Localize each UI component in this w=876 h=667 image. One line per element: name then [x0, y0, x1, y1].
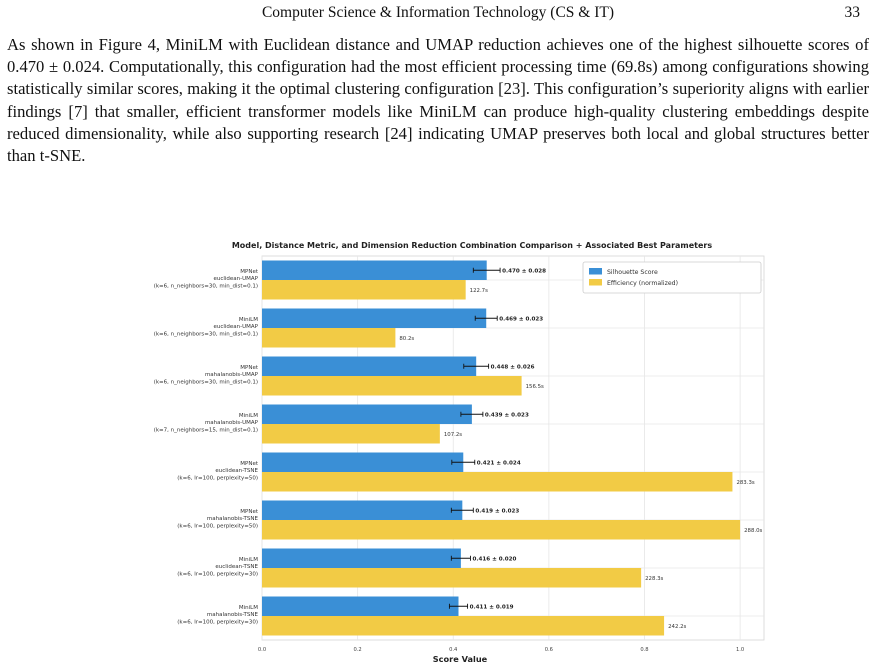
category-label: (k=7, n_neighbors=15, min_dist=0.1)	[153, 427, 258, 434]
efficiency-bar	[262, 568, 641, 588]
category-label: (k=6, n_neighbors=30, min_dist=0.1)	[153, 331, 258, 338]
chart-legend	[583, 262, 761, 293]
efficiency-time-label: 283.3s	[736, 479, 755, 486]
category-label: euclidean-TSNE	[215, 564, 258, 571]
category-label: (k=6, lr=100, perplexity=50)	[177, 475, 258, 482]
x-tick-label: 0.0	[257, 647, 267, 653]
journal-title: Computer Science & Information Technology (CS & IT)	[261, 4, 615, 21]
category-label: (k=6, lr=100, perplexity=30)	[177, 619, 258, 626]
x-tick-label: 0.8	[640, 647, 649, 653]
efficiency-bar	[262, 616, 664, 636]
efficiency-time-label: 156.5s	[525, 383, 544, 390]
efficiency-bar	[262, 472, 732, 492]
legend-box	[583, 262, 761, 293]
silhouette-bar	[262, 405, 472, 425]
efficiency-bar	[262, 280, 466, 300]
silhouette-bar	[262, 357, 476, 377]
silhouette-value-label: 0.469 ± 0.023	[499, 316, 544, 323]
chart-title: Model, Distance Metric, and Dimension Reduction Combination Comparison + Associated Best Parameters	[231, 241, 713, 250]
category-label: MPNet	[240, 509, 258, 515]
page-number: 33	[844, 4, 860, 21]
efficiency-time-label: 80.2s	[399, 335, 415, 342]
silhouette-value-label: 0.421 ± 0.024	[476, 460, 521, 467]
category-label: MPNet	[240, 461, 258, 467]
legend-entry: Silhouette Score	[607, 269, 658, 276]
silhouette-value-label: 0.448 ± 0.026	[490, 364, 535, 371]
x-tick-label: 0.4	[449, 647, 458, 653]
figure-4-chart	[0, 232, 876, 667]
running-head	[0, 4, 876, 26]
category-label: (k=6, lr=100, perplexity=50)	[177, 523, 258, 530]
category-label: mahalanobis-TSNE	[206, 516, 258, 523]
category-label: MiniLM	[238, 317, 258, 323]
category-label: mahalanobis-TSNE	[206, 612, 258, 619]
silhouette-bar	[262, 501, 462, 521]
efficiency-bar	[262, 376, 522, 396]
body-paragraph: As shown in Figure 4, MiniLM with Euclidean distance and UMAP reduction achieves one of the highest silhouette scores of 0.470 ± 0.024. Computationally, this configuration had the most efficient processing time (69.8s) among configurations showing statistically similar scores, making it the optimal clustering configuration [23]. This configuration’s superiority aligns with earlier findings [7] that smaller, efficient transformer models like MiniLM can produce high-quality clustering embeddings despite reduced dimensionality, while also supporting research [24] indicating UMAP preserves both local and global structures better than t-SNE.	[7, 35, 869, 166]
category-label: (k=6, n_neighbors=30, min_dist=0.1)	[153, 379, 258, 386]
efficiency-time-label: 288.0s	[744, 527, 763, 534]
x-tick-label: 1.0	[735, 647, 745, 653]
silhouette-value-label: 0.411 ± 0.019	[469, 604, 514, 611]
efficiency-bar	[262, 520, 740, 540]
efficiency-time-label: 122.7s	[469, 287, 488, 294]
silhouette-bar	[262, 261, 487, 281]
category-label: MPNet	[240, 269, 258, 275]
category-label: MiniLM	[238, 413, 258, 419]
silhouette-bar	[262, 309, 486, 329]
silhouette-value-label: 0.419 ± 0.023	[475, 508, 520, 515]
category-label: euclidean-UMAP	[213, 276, 258, 283]
silhouette-value-label: 0.439 ± 0.023	[484, 412, 529, 419]
legend-entry: Efficiency (normalized)	[607, 280, 678, 287]
efficiency-time-label: 242.2s	[668, 623, 687, 630]
category-label: mahalanobis-UMAP	[204, 420, 258, 427]
category-label: euclidean-TSNE	[215, 468, 258, 475]
category-label: (k=6, n_neighbors=30, min_dist=0.1)	[153, 283, 258, 290]
category-label: (k=6, lr=100, perplexity=30)	[177, 571, 258, 578]
x-tick-label: 0.2	[353, 647, 362, 653]
category-label: euclidean-UMAP	[213, 324, 258, 331]
legend-swatch	[589, 268, 602, 275]
silhouette-bar	[262, 453, 463, 473]
silhouette-value-label: 0.470 ± 0.028	[502, 268, 547, 275]
efficiency-bar	[262, 328, 395, 348]
x-axis-label: Score Value	[432, 654, 488, 664]
efficiency-time-label: 228.3s	[645, 575, 664, 582]
silhouette-bar	[262, 597, 458, 617]
efficiency-bar	[262, 424, 440, 444]
silhouette-bar	[262, 549, 461, 569]
silhouette-value-label: 0.416 ± 0.020	[472, 556, 517, 563]
category-label: MiniLM	[238, 557, 258, 563]
legend-swatch	[589, 279, 602, 286]
category-label: MPNet	[240, 365, 258, 371]
category-label: mahalanobis-UMAP	[204, 372, 258, 379]
efficiency-time-label: 107.2s	[443, 431, 463, 438]
x-tick-label: 0.6	[544, 647, 553, 653]
category-label: MiniLM	[238, 605, 258, 611]
